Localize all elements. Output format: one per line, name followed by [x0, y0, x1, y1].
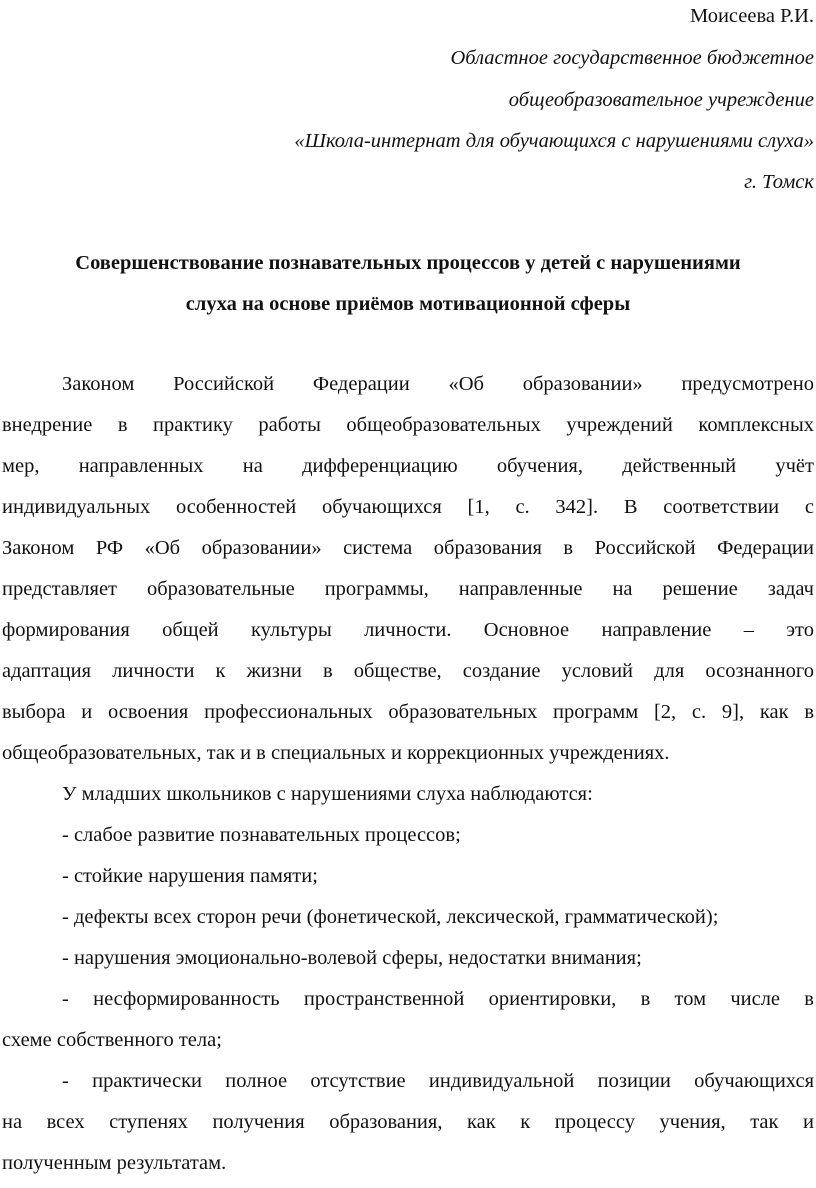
paragraph-line: мер, направленных на дифференциацию обучения, действенный учёт [2, 455, 814, 477]
list-item: - слабое развитие познавательных процессов; [62, 824, 461, 846]
author-name: Моисеева Р.И. [689, 5, 814, 27]
list-item: - дефекты всех сторон речи (фонетической, лексической, грамматической); [62, 906, 719, 928]
title-line-1: Совершенствование познавательных процессов у детей с нарушениями [75, 252, 741, 274]
paragraph-line: адаптация личности к жизни в обществе, создание условий для осознанного [2, 660, 814, 682]
title-line-2: слуха на основе приёмов мотивационной сферы [185, 293, 631, 315]
list-item: - практически полное отсутствие индивидуальной позиции обучающихся [62, 1070, 814, 1092]
list-item: - нарушения эмоционально-волевой сферы, недостатки внимания; [62, 947, 642, 969]
list-item-continuation: на всех ступенях получения образования, как к процессу учения, так и [2, 1111, 814, 1133]
paragraph-line: Законом Российской Федерации «Об образовании» предусмотрено [62, 373, 814, 395]
org-line-2: общеобразовательное учреждение [508, 89, 814, 111]
list-item: - стойкие нарушения памяти; [62, 865, 318, 887]
list-item: - несформированность пространственной ориентировки, в том числе в [62, 988, 814, 1010]
org-line-3: «Школа-интернат для обучающихся с нарушениями слуха» [294, 130, 814, 152]
paragraph-line: индивидуальных особенностей обучающихся [1, с. 342]. В соответствии с [2, 496, 814, 518]
paragraph-line: выбора и освоения профессиональных образовательных программ [2, с. 9], как в [2, 701, 814, 723]
paragraph-line: общеобразовательных, так и в специальных и коррекционных учреждениях. [2, 742, 670, 764]
paragraph-line: внедрение в практику работы общеобразовательных учреждений комплексных [2, 414, 814, 436]
list-item-continuation: полученным результатам. [2, 1152, 227, 1174]
paragraph-line: Законом РФ «Об образовании» система образования в Российской Федерации [2, 537, 814, 559]
org-line-1: Областное государственное бюджетное [450, 47, 814, 69]
paragraph-line: формирования общей культуры личности. Основное направление – это [2, 619, 814, 641]
list-item-continuation: схеме собственного тела; [2, 1029, 222, 1051]
list-intro: У младших школьников с нарушениями слуха наблюдаются: [62, 783, 593, 805]
city: г. Томск [744, 171, 814, 193]
paragraph-line: представляет образовательные программы, направленные на решение задач [2, 578, 814, 600]
